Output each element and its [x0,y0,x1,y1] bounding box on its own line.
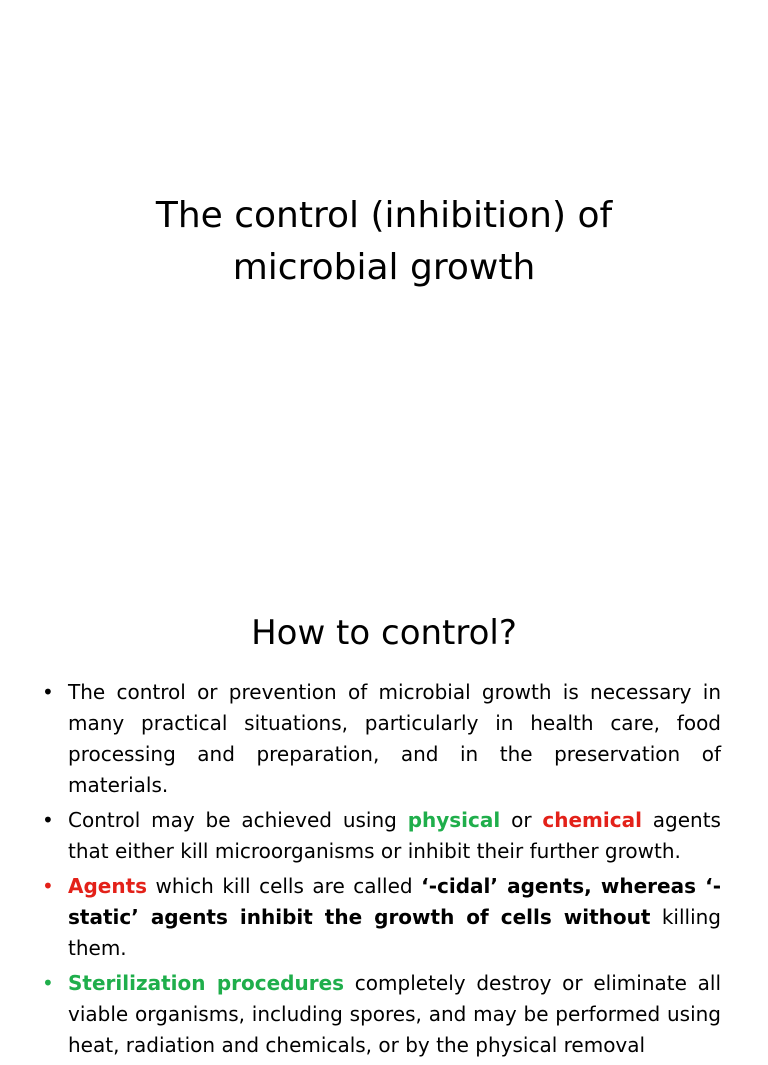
sterilization-keyword: Sterilization procedures [68,971,345,995]
bullet-text: which kill cells are called [147,874,422,898]
physical-keyword: physical [407,808,501,832]
slide-title-line-2: microbial growth [232,247,536,288]
bullet-icon: • [42,971,54,995]
chemical-keyword: chemical [542,808,642,832]
bullet-text: killing them. [68,905,721,960]
slide-title-line-1: The control (inhibition) of [155,195,613,236]
content-slide-title: How to control? [251,613,517,653]
bullet-text: The control or prevention of microbial growth is necessary in many practical situations, particularly in health care, food processing and preparation, and in the preservation of materials. [68,680,721,797]
bullet-list [40,677,721,1065]
slide-title [60,190,708,294]
cidal-static-definition: ‘-cidal’ agents, whereas ‘-static’ agents inhibit the growth of cells without [68,874,721,929]
bullet-text: or [500,808,543,832]
bullet-item-control-necessity [40,677,721,801]
bullet-text: agents that either kill microorganisms or inhibit their further growth. [68,808,721,863]
agents-keyword: Agents [68,874,148,898]
bullet-text: completely destroy or eliminate all viable organisms, including spores, and may be performed using heat, radiation and chemicals, or by the physical removal [68,971,722,1057]
bullet-icon: • [42,808,54,832]
content-slide [0,576,768,1057]
bullet-text: Control may be achieved using [68,808,408,832]
bullet-item-sterilization [40,968,721,1061]
bullet-item-cidal-static [40,871,721,964]
bullet-icon: • [42,874,54,898]
bullet-item-control-agents [40,805,721,867]
bullet-icon: • [42,680,54,704]
